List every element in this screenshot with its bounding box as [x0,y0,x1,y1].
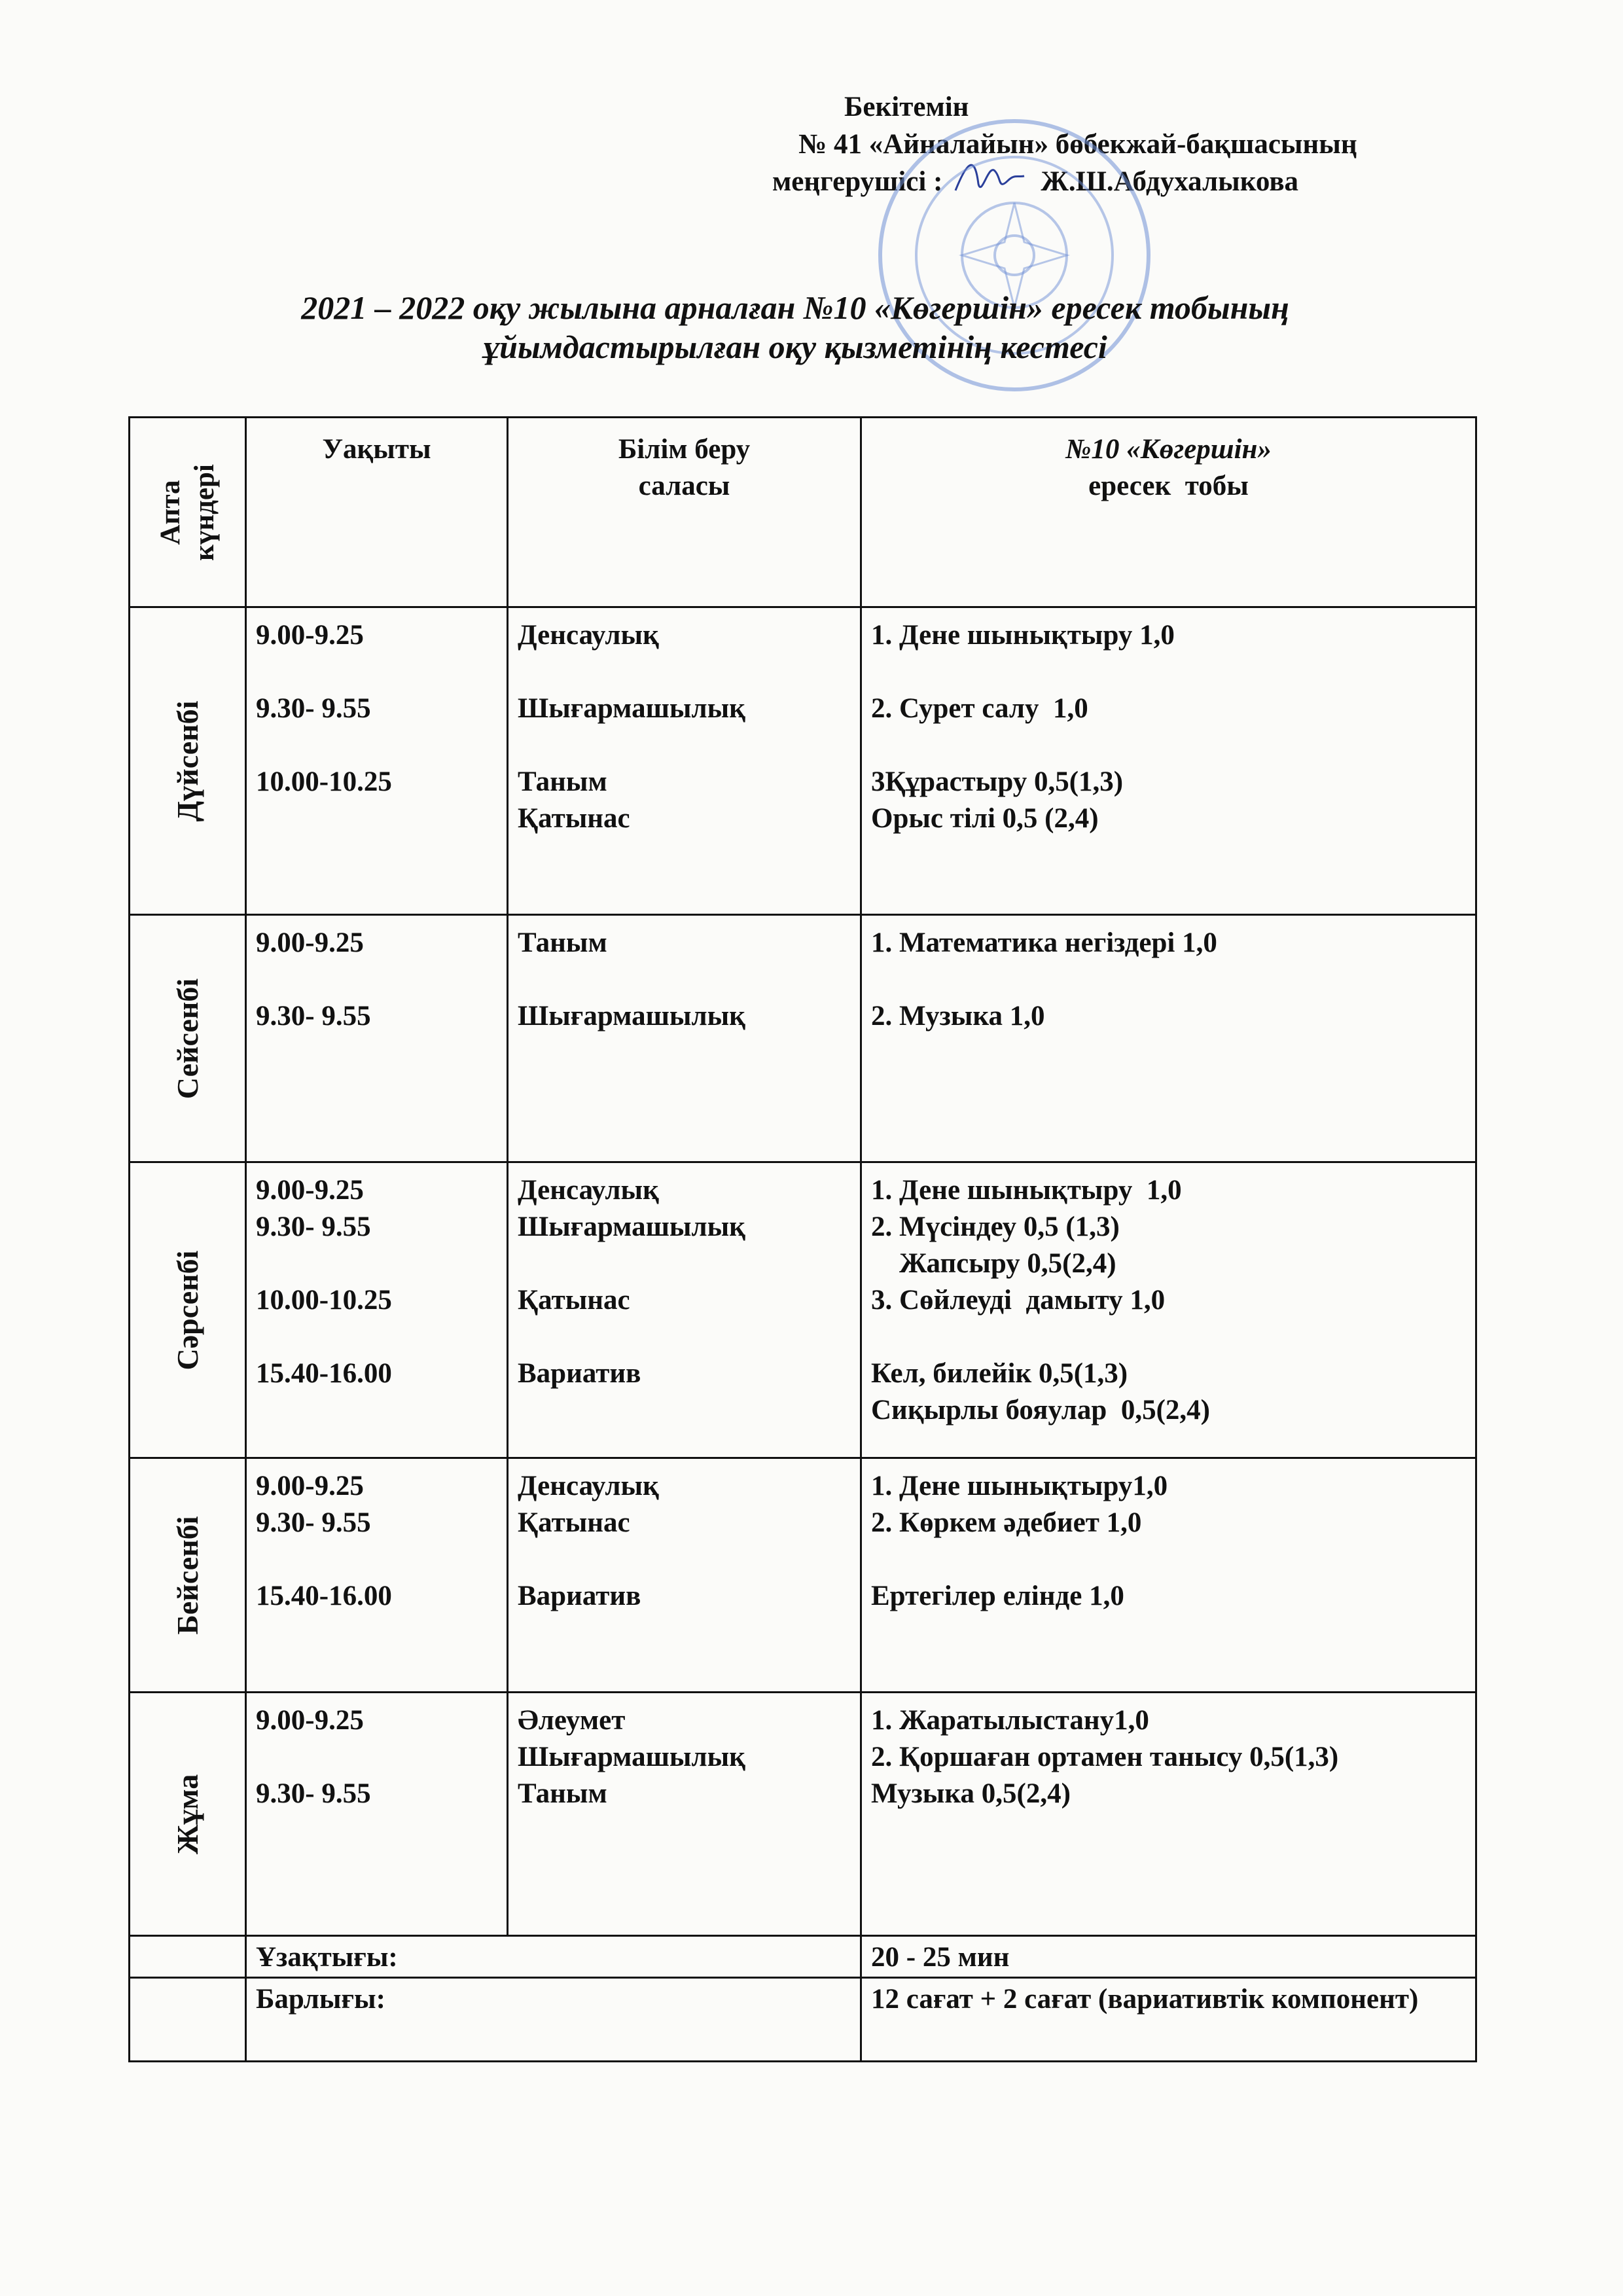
time-slot: 9.00-9.25 [256,620,364,651]
education-area: Қатынас [518,1285,630,1316]
approval-line-1: Бекітемін [844,92,969,122]
day-name-cell [130,915,246,1162]
area-cell [508,607,861,915]
education-area: Вариатив [518,1358,641,1389]
activity: Ертегілер елінде 1,0 [871,1581,1124,1611]
education-area: Вариатив [518,1581,641,1611]
activity: 2. Көркем әдебиет 1,0 [871,1507,1142,1538]
time-cell [246,1162,508,1458]
activity: Кел, билейік 0,5(1,3) [871,1358,1128,1389]
document-title [118,288,1472,367]
head-label: меңгерушісі : [772,166,943,197]
education-area: Таным [518,927,607,958]
time-slot: 9.00-9.25 [256,1705,364,1736]
activity-cell [861,1693,1476,1936]
activity: Орыс тілі 0,5 (2,4) [871,803,1099,834]
time-cell [246,915,508,1162]
header-area: Білім беру саласы [508,418,861,607]
header-row [130,418,1476,607]
day-row [130,1693,1476,1936]
time-slot: 9.30- 9.55 [256,1507,371,1538]
total-value: 12 сағат + 2 сағат (вариативтік компонент) [861,1978,1476,2062]
day-name: Бейсенбі [170,1515,204,1635]
activity-cell [861,1162,1476,1458]
education-area: Таным [518,1778,607,1809]
activity: 2. Сурет салу 1,0 [871,693,1088,724]
header-group: №10 «Көгершін» ересек тобы [861,418,1476,607]
head-name: Ж.Ш.Абдухалыкова [1041,166,1299,197]
day-name: Жұма [170,1774,204,1854]
activity: 2. Қоршаған ортамен танысу 0,5(1,3) [871,1742,1339,1772]
total-label: Барлығы: [246,1978,861,2062]
education-area: Шығармашылық [518,693,745,724]
time-slot: 9.30- 9.55 [256,1211,371,1242]
day-row [130,915,1476,1162]
education-area: Қатынас [518,1507,630,1538]
time-slot: 9.30- 9.55 [256,693,371,724]
time-slot: 10.00-10.25 [256,766,392,797]
day-name-cell [130,607,246,915]
day-row [130,1162,1476,1458]
duration-label: Ұзақтығы: [246,1936,861,1978]
day-name-cell [130,1162,246,1458]
schedule-table [128,416,1477,2062]
activity: Сиқырлы бояулар 0,5(2,4) [871,1395,1210,1426]
time-slot: 15.40-16.00 [256,1358,392,1389]
time-slot: 9.00-9.25 [256,1175,364,1206]
time-slot: 9.00-9.25 [256,1471,364,1501]
activity: 2. Мүсіндеу 0,5 (1,3) [871,1211,1120,1242]
title-line-2: ұйымдастырылған оқу қызметінің кестесі [483,329,1107,365]
time-slot: 9.00-9.25 [256,927,364,958]
education-area: Әлеумет [518,1705,626,1736]
duration-row [130,1936,1476,1978]
education-area: Денсаулық [518,620,659,651]
education-area: Қатынас [518,803,630,834]
day-name: Сейсенбі [170,978,204,1099]
header-week-days: Апта күндері [130,418,246,607]
header-time: Уақыты [246,418,508,607]
activity: 1. Математика негіздері 1,0 [871,927,1217,958]
activity: 3. Сөйлеуді дамыту 1,0 [871,1285,1166,1316]
time-slot: 9.30- 9.55 [256,1778,371,1809]
education-area: Денсаулық [518,1471,659,1501]
day-row [130,1458,1476,1693]
day-name-cell [130,1458,246,1693]
activity: 1. Жаратылыстану1,0 [871,1705,1149,1736]
area-cell [508,1162,861,1458]
education-area: Шығармашылық [518,1211,745,1242]
activity-cell [861,607,1476,915]
education-area: Шығармашылық [518,1001,745,1031]
approval-line-2: № 41 «Айналайын» бөбекжай-бақшасының [798,129,1357,160]
activity: 1. Дене шынықтыру1,0 [871,1471,1168,1501]
area-cell [508,1693,861,1936]
activity: 1. Дене шынықтыру 1,0 [871,1175,1182,1206]
activity-cell [861,1458,1476,1693]
day-name-cell [130,1693,246,1936]
time-slot: 15.40-16.00 [256,1581,392,1611]
total-row [130,1978,1476,2062]
activity: Жапсыру 0,5(2,4) [871,1248,1116,1279]
time-cell [246,1693,508,1936]
time-cell [246,607,508,915]
activity: 1. Дене шынықтыру 1,0 [871,620,1175,651]
activity: Музыка 0,5(2,4) [871,1778,1071,1809]
education-area: Шығармашылық [518,1742,745,1772]
time-cell [246,1458,508,1693]
day-name: Сәрсенбі [170,1250,204,1370]
title-line-1: 2021 – 2022 оқу жылына арналған №10 «Көгершін» ересек тобының [301,289,1289,326]
activity: 3Құрастыру 0,5(1,3) [871,766,1124,797]
time-slot: 9.30- 9.55 [256,1001,371,1031]
education-area: Денсаулық [518,1175,659,1206]
duration-value: 20 - 25 мин [861,1936,1476,1978]
time-slot: 10.00-10.25 [256,1285,392,1316]
day-row [130,607,1476,915]
activity-cell [861,915,1476,1162]
area-cell [508,915,861,1162]
education-area: Таным [518,766,607,797]
day-name: Дүйсенбі [170,700,204,821]
activity: 2. Музыка 1,0 [871,1001,1045,1031]
area-cell [508,1458,861,1693]
